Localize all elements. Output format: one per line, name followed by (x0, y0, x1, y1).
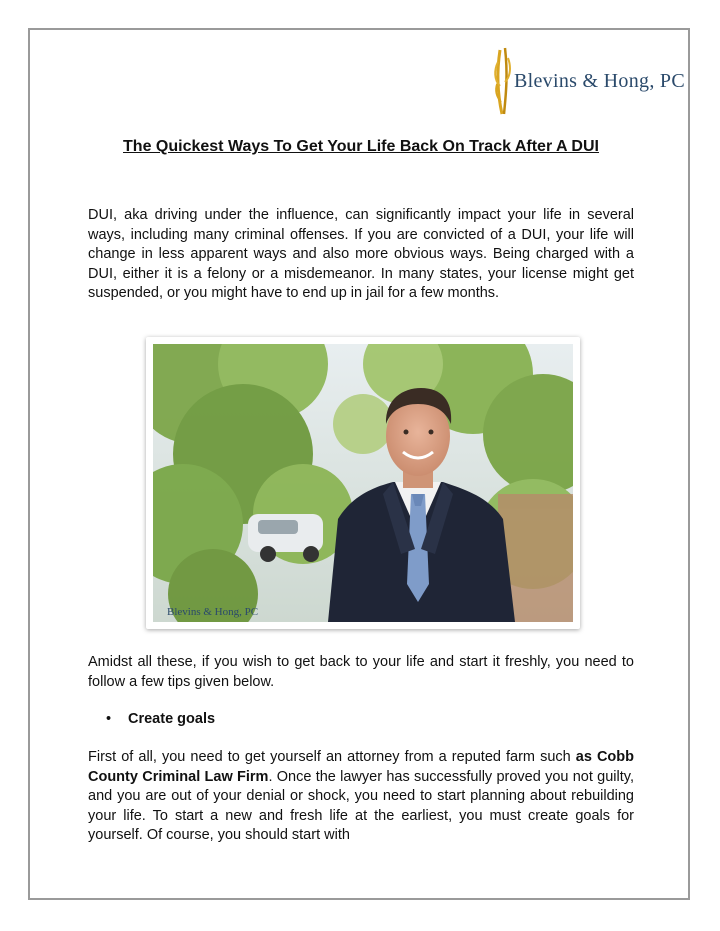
firm-logo (492, 46, 685, 116)
logo-text: Blevins & Hong, PC (514, 70, 685, 92)
firm-name-bold: as Cobb County Criminal Law Firm (88, 749, 634, 785)
wheat-sheaf-icon (492, 46, 514, 116)
photo-watermark: Blevins & Hong, PC (167, 606, 259, 618)
bullet-dot-icon: • (106, 711, 112, 727)
body-text-part1: First of all, you need to get yourself an attorney from a reputed farm such (88, 749, 576, 765)
attorney-photo-frame (146, 337, 580, 629)
bullet-item (106, 710, 215, 730)
page-title: The Quickest Ways To Get Your Life Back On Track After A DUI (123, 138, 599, 155)
intro-paragraph: DUI, aka driving under the influence, can significantly impact your life in several ways, including many criminal offenses. If you are convicted of a DUI, your life will change in less apparent ways and also more obvious ways. Being charged with a DUI, either it is a felony or a misdemeanor. In many states, your license might get suspended, or you might have to end up in jail for a few months. (88, 207, 634, 301)
attorney-photo (153, 344, 573, 622)
body-text-part2: . Once the lawyer has successfully proved you not guilty, and you are out of your denial or shock, you need to start planning about rebuilding your life. To start a new and fresh life at the earliest, you must create goals for yourself. Of course, you should start with (88, 768, 634, 843)
body-paragraph (88, 748, 634, 846)
tips-intro-paragraph: Amidst all these, if you wish to get back to your life and start it freshly, you need to follow a few tips given below. (88, 654, 634, 690)
document-page (28, 28, 690, 900)
bullet-label: Create goals (128, 711, 216, 727)
